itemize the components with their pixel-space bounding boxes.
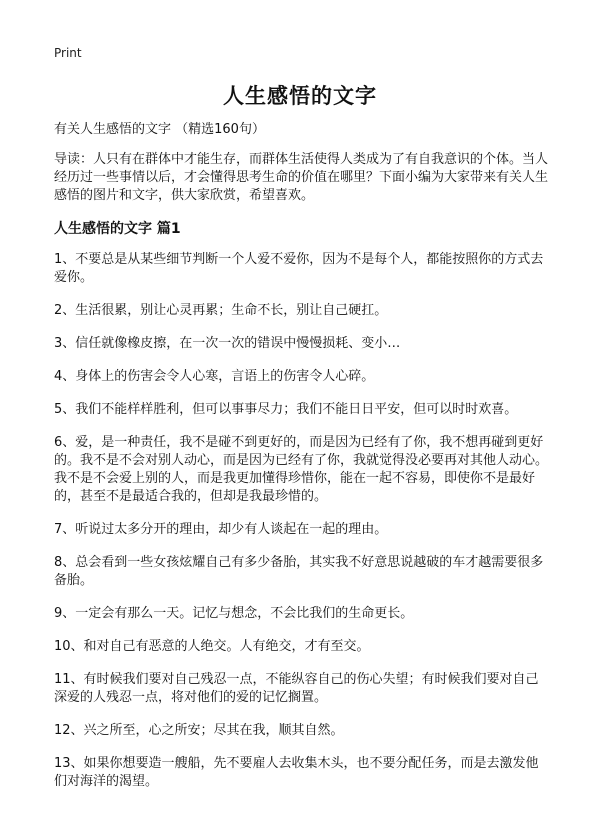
article-body <box>54 121 548 806</box>
print-link[interactable]: Print <box>54 46 82 60</box>
subtitle: 有关人生感悟的文字 （精选160句） <box>54 122 265 137</box>
list-item: 1、不要总是从某些细节判断一个人爱不爱你，因为不是每个人，都能按照你的方式去爱你。 <box>54 252 544 285</box>
list-item: 13、如果你想要造一艘船，先不要雇人去收集木头，也不要分配任务，而是去激发他们对海洋的渴望。 <box>54 756 539 789</box>
list-item: 12、兴之所至，心之所安；尽其在我，顺其自然。 <box>54 723 344 738</box>
list-item: 9、一定会有那么一天。记忆与想念，不会比我们的生命更长。 <box>54 606 414 621</box>
list-item: 2、生活很累，别让心灵再累；生命不长，别让自己硬扛。 <box>54 303 388 318</box>
list-item: 5、我们不能样样胜利，但可以事事尽力；我们不能日日平安，但可以时时欢喜。 <box>54 402 518 417</box>
intro-paragraph: 导读：人只有在群体中才能生存，而群体生活使得人类成为了有自我意识的个体。当人经历过一些事情以后，才会懂得思考生命的价值在哪里？下面小编为大家带来有关人生感悟的图片和文字，供大家欣赏，希望喜欢。 <box>54 152 549 203</box>
list-item: 8、总会看到一些女孩炫耀自己有多少备胎，其实我不好意思说越破的车才越需要很多备胎。 <box>54 555 544 588</box>
list-item: 3、信任就像橡皮擦，在一次一次的错误中慢慢损耗、变小… <box>54 336 401 351</box>
section-heading: 人生感悟的文字 篇1 <box>54 221 181 237</box>
list-item: 11、有时候我们要对自己残忍一点，不能纵容自己的伤心失望；有时候我们要对自己深爱的人残忍一点，将对他们的爱的记忆搁置。 <box>54 672 539 705</box>
list-item: 6、爱，是一种责任，我不是碰不到更好的，而是因为已经有了你，我不想再碰到更好的。我不是不会对别人动心，而是因为已经有了你，我就觉得没必要再对其他人动心。我不是不会爱上别的人，而是我更加懂得珍惜你，能在一起不容易，即使你不是最好的，甚至不是最适合我的，但却是我最珍惜的。 <box>54 435 549 504</box>
list-item: 4、身体上的伤害会令人心寒，言语上的伤害令人心碎。 <box>54 369 375 384</box>
page-title: 人生感悟的文字 <box>223 84 377 108</box>
list-item: 10、和对自己有恶意的人绝交。人有绝交，才有至交。 <box>54 639 370 654</box>
list-item: 7、听说过太多分开的理由，却少有人谈起在一起的理由。 <box>54 522 388 537</box>
